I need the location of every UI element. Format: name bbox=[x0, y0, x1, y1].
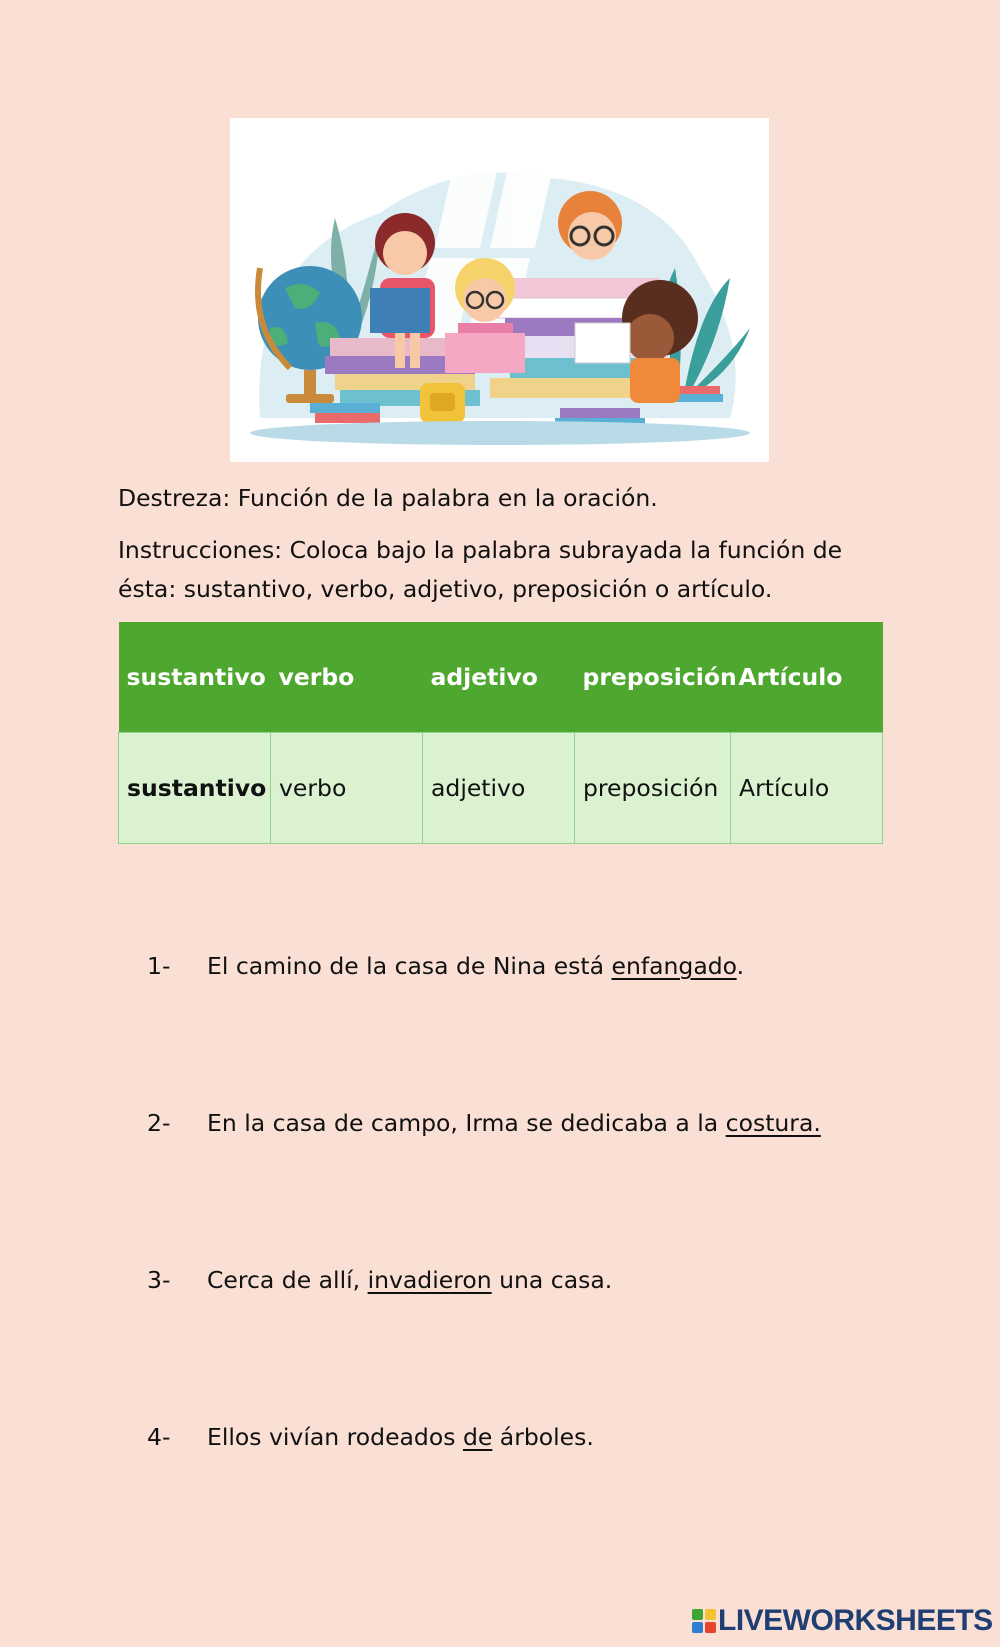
question-1 bbox=[147, 952, 744, 980]
question-number: 2- bbox=[147, 1109, 171, 1137]
question-number: 1- bbox=[147, 952, 171, 980]
question-text: Cerca de allí, bbox=[207, 1266, 368, 1294]
logo-text: LIVEWORKSHEETS bbox=[718, 1604, 993, 1637]
table-header-row bbox=[119, 622, 883, 733]
underlined-word: costura. bbox=[725, 1109, 821, 1137]
question-text-end: . bbox=[736, 952, 745, 980]
question-number: 3- bbox=[147, 1266, 171, 1294]
logo-block bbox=[692, 1609, 703, 1620]
underlined-word: enfangado bbox=[611, 952, 737, 980]
table-header-cell: sustantivo bbox=[119, 622, 271, 733]
question-text: Ellos vivían rodeados bbox=[207, 1423, 463, 1451]
table-header-cell: Artículo bbox=[731, 622, 883, 733]
logo-blocks-icon bbox=[692, 1609, 716, 1633]
children-reading-illustration bbox=[230, 118, 769, 462]
table-cell: preposición bbox=[575, 733, 731, 844]
question-4 bbox=[147, 1423, 594, 1451]
skill-line: Destreza: Función de la palabra en la oración. bbox=[118, 484, 658, 512]
logo-block bbox=[705, 1622, 716, 1633]
table-cell: adjetivo bbox=[423, 733, 575, 844]
table-row bbox=[119, 733, 883, 844]
question-3 bbox=[147, 1266, 612, 1294]
logo-block bbox=[705, 1609, 716, 1620]
instructions-line-1: Instrucciones: Coloca bajo la palabra subrayada la función de bbox=[118, 536, 843, 564]
table-header-cell: adjetivo bbox=[423, 622, 575, 733]
underlined-word: de bbox=[462, 1423, 493, 1451]
question-text-end: árboles. bbox=[492, 1423, 594, 1451]
table-header-cell: preposición bbox=[575, 622, 731, 733]
table-header-cell: verbo bbox=[271, 622, 423, 733]
instructions-line-2: ésta: sustantivo, verbo, adjetivo, preposición o artículo. bbox=[118, 575, 773, 603]
question-text-end: una casa. bbox=[491, 1266, 613, 1294]
question-number: 4- bbox=[147, 1423, 171, 1451]
table-cell: Artículo bbox=[731, 733, 883, 844]
question-2 bbox=[147, 1109, 821, 1137]
instructions bbox=[118, 531, 842, 609]
word-function-table bbox=[118, 622, 883, 844]
table-cell: sustantivo bbox=[119, 733, 271, 844]
question-text: El camino de la casa de Nina está bbox=[207, 952, 612, 980]
underlined-word: invadieron bbox=[367, 1266, 492, 1294]
table-cell: verbo bbox=[271, 733, 423, 844]
question-text: En la casa de campo, Irma se dedicaba a la bbox=[207, 1109, 726, 1137]
logo-block bbox=[692, 1622, 703, 1633]
liveworksheets-logo[interactable] bbox=[692, 1606, 993, 1636]
